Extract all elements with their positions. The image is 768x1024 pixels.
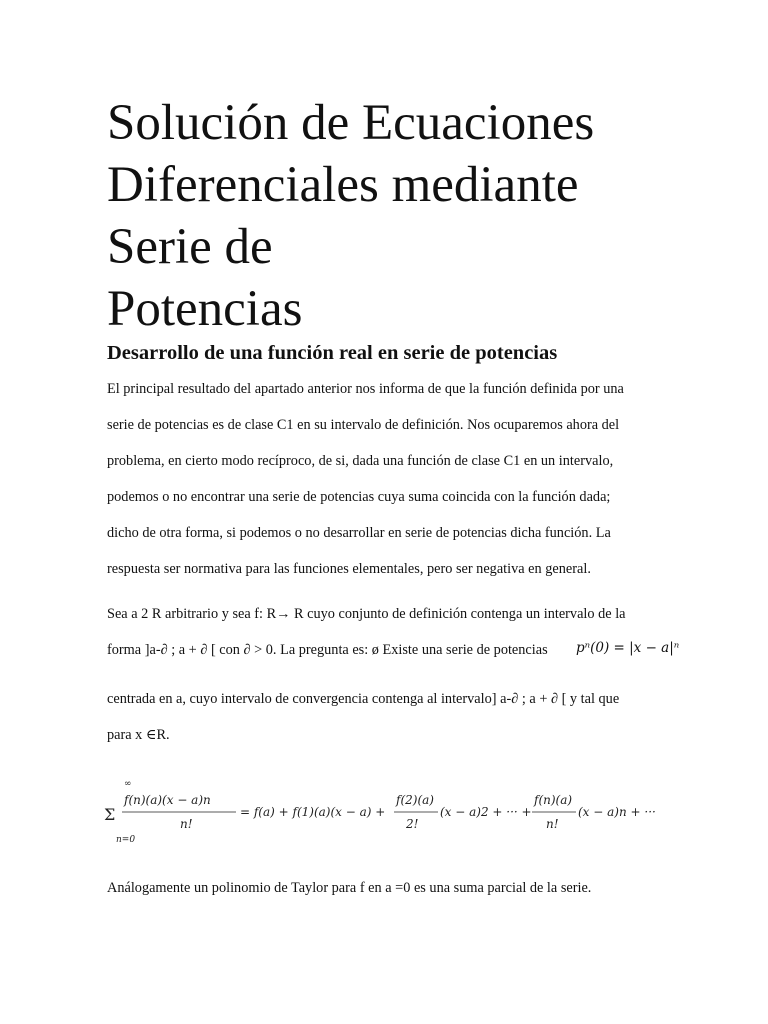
taylor-series-formula: [104, 776, 664, 846]
paragraph-conclusion: [107, 878, 667, 914]
rhs-part-3: (x − a)n + ···: [578, 805, 656, 819]
term-denominator: n!: [180, 817, 193, 831]
sigma-symbol: Σ: [104, 805, 116, 824]
text-line: problema, en cierto modo recíproco, de si, dada una función de clase C1 en un intervalo,: [107, 453, 614, 469]
frac2-numerator: f(2)(a): [396, 793, 434, 807]
frac3-numerator: f(n)(a): [534, 793, 573, 807]
frac2-denominator: 2!: [406, 817, 419, 831]
document-title: [107, 92, 667, 340]
rhs-part-1: = f(a) + f(1)(a)(x − a) +: [240, 805, 386, 819]
inline-formula: pⁿ(0) = |x − a|ⁿ: [576, 640, 680, 656]
term-numerator: f(n)(a)(x − a)n: [124, 793, 211, 807]
text-line: podemos o no encontrar una serie de potencias cuya suma coincida con la función dada;: [107, 489, 611, 505]
title-line: Solución de Ecuaciones: [107, 95, 595, 151]
text-line: respuesta ser normativa para las funciones elementales, pero ser negativa en general.: [107, 561, 591, 577]
title-line: Potencias: [107, 281, 303, 337]
title-line: Serie de: [107, 219, 273, 275]
rhs-part-2: (x − a)2 + ··· +: [440, 805, 532, 819]
text-line: Análogamente un polinomio de Taylor para f en a =0 es una suma parcial de la serie.: [107, 880, 592, 896]
sum-lower-limit: n=0: [116, 835, 136, 845]
text-line: dicho de otra forma, si podemos o no desarrollar en serie de potencias dicha función. La: [107, 525, 611, 541]
text-line: El principal resultado del apartado anterior nos informa de que la función definida por una: [107, 381, 624, 397]
title-line: Diferenciales mediante: [107, 157, 579, 213]
paragraph-question-continued: [107, 689, 667, 761]
section-heading: Desarrollo de una función real en serie de potencias: [107, 342, 558, 364]
text-line: forma ]a-∂ ; a + ∂ [ con ∂ > 0. La pregunta es: ø Existe una serie de potencias: [107, 642, 548, 658]
text-line: centrada en a, cuyo intervalo de convergencia contenga al intervalo] a-∂ ; a + ∂ [ y tal que: [107, 691, 620, 707]
text-line: para x ∈R.: [107, 727, 170, 743]
text-line: Sea a 2 R arbitrario y sea f: R→ R cuyo conjunto de definición contenga un intervalo de la: [107, 606, 626, 622]
frac3-denominator: n!: [546, 817, 559, 831]
sum-upper-limit: ∞: [124, 779, 132, 789]
paragraph-intro: [107, 379, 667, 595]
text-line: serie de potencias es de clase C1 en su intervalo de definición. Nos ocuparemos ahora del: [107, 417, 620, 433]
